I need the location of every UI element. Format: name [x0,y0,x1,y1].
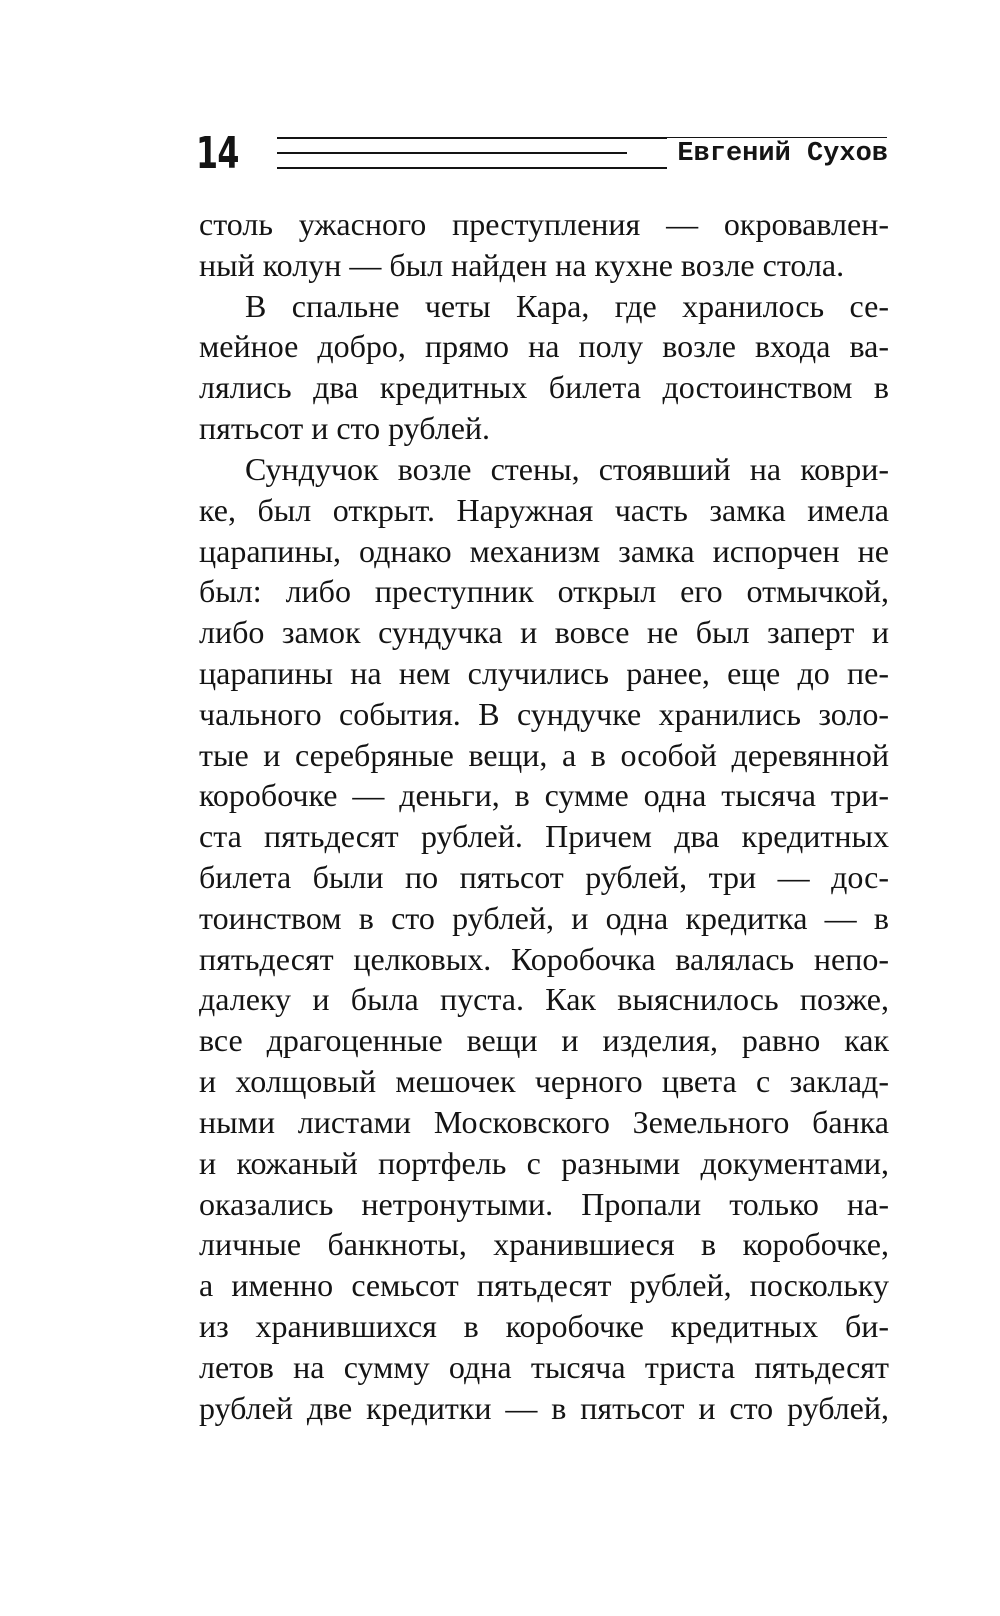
text-line: столь ужасного преступления — окровавлен- [199,206,889,242]
text-line: а именно семьсот пятьдесят рублей, поскольку [199,1267,889,1304]
text-line: царапины на нем случились ранее, еще до пе- [199,654,889,691]
text-line: из хранившихся в коробочке кредитных би- [199,1307,889,1344]
text-line: был: либо преступник открыл его отмычкой, [199,573,889,610]
text-line: оказались нетронутыми. Пропали только на- [199,1185,889,1222]
text-line: ста пятьдесят рублей. Причем два кредитных [199,818,889,855]
text-line: билета были по пятьсот рублей, три — дос- [199,859,889,895]
text-line: мейное добро, прямо на полу возле входа ва- [199,328,889,365]
running-head-author: Евгений Сухов [667,138,888,170]
text-line: личные банкноты, хранившиеся в коробочке, [199,1226,889,1263]
text-line: все драгоценные вещи и изделия, равно как [199,1022,889,1059]
text-line: либо замок сундучка и вовсе не был заперт и [199,614,889,651]
page-number: 14 [196,128,239,179]
text-line: далеку и была пуста. Как выяснилось позже, [199,981,889,1018]
text-line: коробочке — деньги, в сумме одна тысяча три- [199,777,889,814]
text-line: пятьсот и сто рублей. [199,410,491,447]
body-text [199,204,889,1428]
text-line: ке, был открыт. Наружная часть замка имела [199,491,889,528]
text-line: пятьдесят целковых. Коробочка валялась непо- [199,940,889,977]
text-line: царапины, однако механизм замка испорчен не [199,532,889,569]
text-line: ными листами Московского Земельного банка [199,1103,889,1140]
text-line: Сундучок возле стены, стоявший на коври- [245,450,889,487]
text-line: рублей две кредитки — в пятьсот и сто рублей, [199,1389,889,1426]
text-line: тые и серебряные вещи, а в особой деревянной [199,736,889,773]
header-rule-middle [277,152,627,154]
text-line: чального события. В сундучке хранились золо- [199,695,889,732]
text-line: ный колун — был найден на кухне возле стола. [199,246,845,283]
text-line: В спальне четы Кара, где хранилось се- [245,287,889,324]
text-line: тоинством в сто рублей, и одна кредитка — в [199,899,889,936]
text-line: лялись два кредитных билета достоинством в [199,369,889,406]
text-line: и холщовый мешочек черного цвета с заклад- [199,1063,889,1100]
text-line: и кожаный портфель с разными документами, [199,1144,889,1181]
text-line: летов на сумму одна тысяча триста пятьдесят [199,1348,889,1385]
